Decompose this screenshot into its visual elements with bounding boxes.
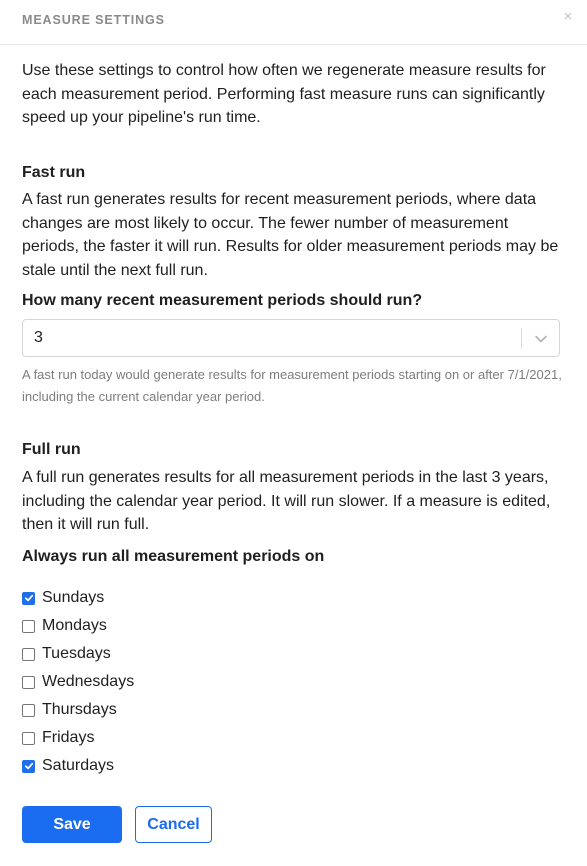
intro-text-container	[22, 59, 570, 130]
checkbox[interactable]	[22, 732, 35, 745]
full-run-question: Always run all measurement periods on	[22, 548, 325, 565]
day-checkbox-label: Wednesdays	[42, 673, 135, 690]
chevron-down-icon[interactable]	[534, 332, 548, 346]
modal-header	[0, 0, 587, 45]
fast-run-question: How many recent measurement periods should run?	[22, 292, 423, 309]
checkmark-icon	[24, 593, 34, 603]
checkmark-icon	[24, 761, 34, 771]
checkbox[interactable]	[22, 676, 35, 689]
checkbox[interactable]	[22, 760, 35, 773]
intro-text: Use these settings to control how often we regenerate measure results for each measurement period. Performing fast measure runs can significantly speed up your pipeline's run time.	[22, 62, 546, 126]
checkbox[interactable]	[22, 592, 35, 605]
day-checkbox-row[interactable]	[22, 668, 134, 696]
checkbox[interactable]	[22, 620, 35, 633]
select-separator	[521, 328, 522, 349]
day-checkbox-label: Thursdays	[42, 701, 117, 718]
modal-title: MEASURE SETTINGS	[22, 13, 165, 27]
day-checkbox-label: Saturdays	[42, 757, 115, 774]
close-button[interactable]	[561, 9, 575, 25]
full-run-description: A full run generates results for all measurement periods in the last 3 years, including the calendar year period. It will run slower. If a measure is edited, then it will run full.	[22, 469, 551, 533]
day-checkbox-label: Fridays	[42, 729, 95, 746]
close-icon: ×	[563, 8, 573, 25]
day-checkbox-label: Tuesdays	[42, 645, 111, 662]
day-checkbox-label: Mondays	[42, 617, 107, 634]
save-button[interactable]: Save	[22, 806, 122, 843]
checkbox[interactable]	[22, 704, 35, 717]
day-checkbox-row[interactable]	[22, 696, 134, 724]
checkbox[interactable]	[22, 648, 35, 661]
recent-periods-select[interactable]	[22, 319, 560, 357]
day-checkbox-list	[22, 584, 134, 780]
fast-run-hint: A fast run today would generate results for measurement periods starting on or after 7/1/2021, including the current calendar year period.	[22, 367, 562, 404]
day-checkbox-row[interactable]	[22, 724, 134, 752]
day-checkbox-row[interactable]	[22, 640, 134, 668]
fast-run-heading: Fast run	[22, 164, 86, 181]
day-checkbox-row[interactable]	[22, 612, 134, 640]
cancel-button[interactable]: Cancel	[135, 806, 212, 843]
day-checkbox-label: Sundays	[42, 589, 105, 606]
fast-run-description: A fast run generates results for recent measurement periods, where data changes are most likely to occur. The fewer number of measurement periods, the faster it will run. Results for older measurement periods may be stale until the next full run.	[22, 191, 559, 279]
day-checkbox-row[interactable]	[22, 752, 134, 780]
day-checkbox-row[interactable]	[22, 584, 134, 612]
full-run-heading: Full run	[22, 441, 81, 458]
recent-periods-value: 3	[34, 329, 43, 346]
